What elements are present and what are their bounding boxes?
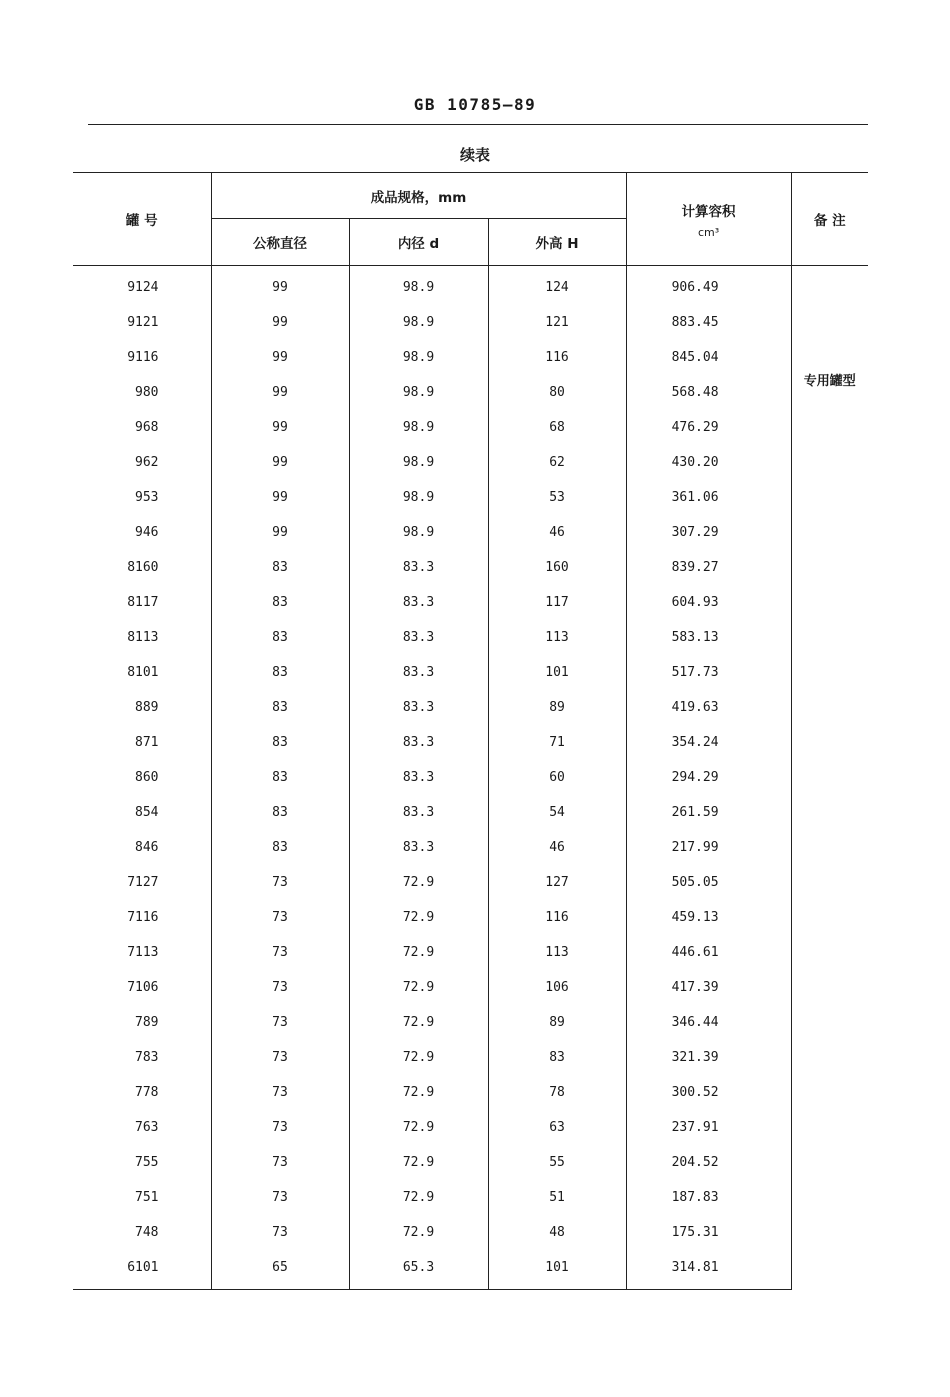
cell-inner-diameter: 98.9 xyxy=(349,340,488,375)
cell-can-no: 860 xyxy=(73,760,211,795)
cell-outer-height: 160 xyxy=(488,550,626,585)
cell-can-no: 854 xyxy=(73,795,211,830)
cell-outer-height: 78 xyxy=(488,1075,626,1110)
header-row-1 xyxy=(73,173,868,219)
cell-can-no: 755 xyxy=(73,1145,211,1180)
cell-nominal-diameter: 99 xyxy=(211,515,349,550)
cell-nominal-diameter: 73 xyxy=(211,1040,349,1075)
cell-can-no: 889 xyxy=(73,690,211,725)
cell-inner-diameter: 83.3 xyxy=(349,795,488,830)
table-row xyxy=(73,760,868,795)
cell-can-no: 7106 xyxy=(73,970,211,1005)
cell-nominal-diameter: 99 xyxy=(211,480,349,515)
cell-capacity: 583.13 xyxy=(626,620,791,655)
cell-can-no: 8117 xyxy=(73,585,211,620)
cell-nominal-diameter: 65 xyxy=(211,1250,349,1290)
table-row xyxy=(73,550,868,585)
table-row xyxy=(73,900,868,935)
cell-capacity: 217.99 xyxy=(626,830,791,865)
cell-can-no: 8160 xyxy=(73,550,211,585)
cell-can-no: 783 xyxy=(73,1040,211,1075)
cell-capacity: 307.29 xyxy=(626,515,791,550)
cell-outer-height: 106 xyxy=(488,970,626,1005)
cell-inner-diameter: 98.9 xyxy=(349,445,488,480)
cell-inner-diameter: 72.9 xyxy=(349,970,488,1005)
cell-nominal-diameter: 73 xyxy=(211,1110,349,1145)
cell-remarks: 专用罐型 xyxy=(791,266,868,1290)
cell-nominal-diameter: 73 xyxy=(211,1145,349,1180)
cell-capacity: 294.29 xyxy=(626,760,791,795)
table-row xyxy=(73,655,868,690)
table-row xyxy=(73,585,868,620)
table-row xyxy=(73,340,868,375)
cell-capacity: 321.39 xyxy=(626,1040,791,1075)
cell-capacity: 476.29 xyxy=(626,410,791,445)
table-row xyxy=(73,970,868,1005)
cell-outer-height: 60 xyxy=(488,760,626,795)
cell-outer-height: 101 xyxy=(488,1250,626,1290)
capacity-unit: cm³ xyxy=(697,225,720,239)
col-header-outer-height: 外高 H xyxy=(488,219,626,266)
cell-inner-diameter: 72.9 xyxy=(349,865,488,900)
cell-capacity: 446.61 xyxy=(626,935,791,970)
table-row xyxy=(73,445,868,480)
cell-nominal-diameter: 73 xyxy=(211,1180,349,1215)
col-header-inner-diameter: 内径 d xyxy=(349,219,488,266)
cell-inner-diameter: 72.9 xyxy=(349,935,488,970)
table-body xyxy=(73,266,868,1290)
cell-outer-height: 62 xyxy=(488,445,626,480)
table-row xyxy=(73,305,868,340)
cell-can-no: 748 xyxy=(73,1215,211,1250)
cell-outer-height: 54 xyxy=(488,795,626,830)
cell-inner-diameter: 83.3 xyxy=(349,830,488,865)
table-row xyxy=(73,725,868,760)
cell-inner-diameter: 98.9 xyxy=(349,515,488,550)
table-row xyxy=(73,515,868,550)
cell-nominal-diameter: 99 xyxy=(211,266,349,306)
table-row xyxy=(73,1005,868,1040)
cell-can-no: 8113 xyxy=(73,620,211,655)
col-header-remarks: 备 注 xyxy=(791,173,868,266)
cell-capacity: 839.27 xyxy=(626,550,791,585)
cell-nominal-diameter: 83 xyxy=(211,830,349,865)
cell-capacity: 314.81 xyxy=(626,1250,791,1290)
cell-capacity: 419.63 xyxy=(626,690,791,725)
cell-outer-height: 116 xyxy=(488,340,626,375)
cell-outer-height: 63 xyxy=(488,1110,626,1145)
cell-capacity: 300.52 xyxy=(626,1075,791,1110)
cell-inner-diameter: 65.3 xyxy=(349,1250,488,1290)
cell-inner-diameter: 72.9 xyxy=(349,1075,488,1110)
cell-nominal-diameter: 73 xyxy=(211,865,349,900)
cell-nominal-diameter: 83 xyxy=(211,550,349,585)
cell-inner-diameter: 72.9 xyxy=(349,1145,488,1180)
cell-outer-height: 113 xyxy=(488,620,626,655)
cell-outer-height: 101 xyxy=(488,655,626,690)
cell-inner-diameter: 83.3 xyxy=(349,725,488,760)
cell-can-no: 7116 xyxy=(73,900,211,935)
table-row xyxy=(73,1075,868,1110)
cell-outer-height: 48 xyxy=(488,1215,626,1250)
cell-nominal-diameter: 83 xyxy=(211,655,349,690)
cell-outer-height: 46 xyxy=(488,515,626,550)
cell-nominal-diameter: 99 xyxy=(211,340,349,375)
header-rule xyxy=(88,124,868,125)
cell-can-no: 968 xyxy=(73,410,211,445)
cell-can-no: 953 xyxy=(73,480,211,515)
cell-capacity: 187.83 xyxy=(626,1180,791,1215)
cell-nominal-diameter: 99 xyxy=(211,410,349,445)
table-row xyxy=(73,375,868,410)
table-caption: 续表 xyxy=(459,146,490,164)
cell-can-no: 6101 xyxy=(73,1250,211,1290)
cell-outer-height: 124 xyxy=(488,266,626,306)
cell-nominal-diameter: 73 xyxy=(211,935,349,970)
cell-capacity: 354.24 xyxy=(626,725,791,760)
cell-nominal-diameter: 99 xyxy=(211,445,349,480)
cell-capacity: 261.59 xyxy=(626,795,791,830)
table-row xyxy=(73,1145,868,1180)
cell-nominal-diameter: 99 xyxy=(211,305,349,340)
cell-outer-height: 55 xyxy=(488,1145,626,1180)
can-spec-table xyxy=(73,172,868,1290)
cell-nominal-diameter: 83 xyxy=(211,725,349,760)
cell-outer-height: 89 xyxy=(488,690,626,725)
cell-nominal-diameter: 73 xyxy=(211,1075,349,1110)
col-header-nominal-diameter: 公称直径 xyxy=(211,219,349,266)
cell-capacity: 883.45 xyxy=(626,305,791,340)
cell-outer-height: 89 xyxy=(488,1005,626,1040)
cell-inner-diameter: 83.3 xyxy=(349,760,488,795)
cell-outer-height: 127 xyxy=(488,865,626,900)
table-row xyxy=(73,410,868,445)
cell-inner-diameter: 83.3 xyxy=(349,655,488,690)
cell-outer-height: 121 xyxy=(488,305,626,340)
cell-inner-diameter: 72.9 xyxy=(349,1040,488,1075)
cell-inner-diameter: 72.9 xyxy=(349,1180,488,1215)
table-row xyxy=(73,1180,868,1215)
cell-outer-height: 116 xyxy=(488,900,626,935)
cell-can-no: 7113 xyxy=(73,935,211,970)
cell-outer-height: 71 xyxy=(488,725,626,760)
cell-can-no: 946 xyxy=(73,515,211,550)
table-row xyxy=(73,480,868,515)
cell-capacity: 430.20 xyxy=(626,445,791,480)
table-row xyxy=(73,1040,868,1075)
cell-inner-diameter: 98.9 xyxy=(349,375,488,410)
cell-can-no: 980 xyxy=(73,375,211,410)
cell-nominal-diameter: 73 xyxy=(211,900,349,935)
table-row xyxy=(73,1250,868,1290)
cell-capacity: 346.44 xyxy=(626,1005,791,1040)
cell-can-no: 871 xyxy=(73,725,211,760)
cell-can-no: 763 xyxy=(73,1110,211,1145)
cell-capacity: 204.52 xyxy=(626,1145,791,1180)
cell-inner-diameter: 83.3 xyxy=(349,690,488,725)
cell-nominal-diameter: 73 xyxy=(211,1215,349,1250)
cell-capacity: 417.39 xyxy=(626,970,791,1005)
cell-inner-diameter: 72.9 xyxy=(349,1110,488,1145)
table-row xyxy=(73,620,868,655)
table-row xyxy=(73,830,868,865)
table-row xyxy=(73,690,868,725)
cell-nominal-diameter: 73 xyxy=(211,1005,349,1040)
cell-nominal-diameter: 83 xyxy=(211,620,349,655)
cell-can-no: 8101 xyxy=(73,655,211,690)
cell-can-no: 751 xyxy=(73,1180,211,1215)
cell-outer-height: 51 xyxy=(488,1180,626,1215)
table-row xyxy=(73,865,868,900)
cell-inner-diameter: 83.3 xyxy=(349,585,488,620)
cell-nominal-diameter: 99 xyxy=(211,375,349,410)
cell-can-no: 9124 xyxy=(73,266,211,306)
cell-outer-height: 117 xyxy=(488,585,626,620)
cell-outer-height: 113 xyxy=(488,935,626,970)
col-header-capacity xyxy=(626,173,791,266)
cell-capacity: 505.05 xyxy=(626,865,791,900)
cell-capacity: 361.06 xyxy=(626,480,791,515)
cell-capacity: 604.93 xyxy=(626,585,791,620)
cell-inner-diameter: 83.3 xyxy=(349,620,488,655)
cell-inner-diameter: 98.9 xyxy=(349,305,488,340)
cell-can-no: 846 xyxy=(73,830,211,865)
col-header-can-no: 罐 号 xyxy=(73,173,211,266)
cell-can-no: 7127 xyxy=(73,865,211,900)
cell-outer-height: 53 xyxy=(488,480,626,515)
cell-outer-height: 46 xyxy=(488,830,626,865)
cell-nominal-diameter: 83 xyxy=(211,795,349,830)
table-row xyxy=(73,795,868,830)
cell-can-no: 9116 xyxy=(73,340,211,375)
cell-can-no: 962 xyxy=(73,445,211,480)
table-row xyxy=(73,1110,868,1145)
cell-inner-diameter: 72.9 xyxy=(349,1215,488,1250)
capacity-label: 计算容积 xyxy=(681,203,736,220)
cell-capacity: 845.04 xyxy=(626,340,791,375)
cell-inner-diameter: 98.9 xyxy=(349,410,488,445)
col-header-spec-group: 成品规格，mm xyxy=(211,173,626,219)
cell-inner-diameter: 98.9 xyxy=(349,266,488,306)
cell-capacity: 568.48 xyxy=(626,375,791,410)
cell-capacity: 237.91 xyxy=(626,1110,791,1145)
cell-nominal-diameter: 83 xyxy=(211,690,349,725)
cell-nominal-diameter: 83 xyxy=(211,585,349,620)
cell-outer-height: 68 xyxy=(488,410,626,445)
cell-can-no: 9121 xyxy=(73,305,211,340)
cell-outer-height: 83 xyxy=(488,1040,626,1075)
cell-can-no: 789 xyxy=(73,1005,211,1040)
cell-capacity: 517.73 xyxy=(626,655,791,690)
cell-inner-diameter: 72.9 xyxy=(349,900,488,935)
cell-nominal-diameter: 73 xyxy=(211,970,349,1005)
cell-capacity: 459.13 xyxy=(626,900,791,935)
cell-nominal-diameter: 83 xyxy=(211,760,349,795)
table-row xyxy=(73,935,868,970)
cell-inner-diameter: 83.3 xyxy=(349,550,488,585)
table-row xyxy=(73,266,868,306)
cell-capacity: 906.49 xyxy=(626,266,791,306)
cell-can-no: 778 xyxy=(73,1075,211,1110)
cell-capacity: 175.31 xyxy=(626,1215,791,1250)
cell-inner-diameter: 72.9 xyxy=(349,1005,488,1040)
standard-code: GB 10785—89 xyxy=(413,95,537,114)
cell-inner-diameter: 98.9 xyxy=(349,480,488,515)
cell-outer-height: 80 xyxy=(488,375,626,410)
table-row xyxy=(73,1215,868,1250)
